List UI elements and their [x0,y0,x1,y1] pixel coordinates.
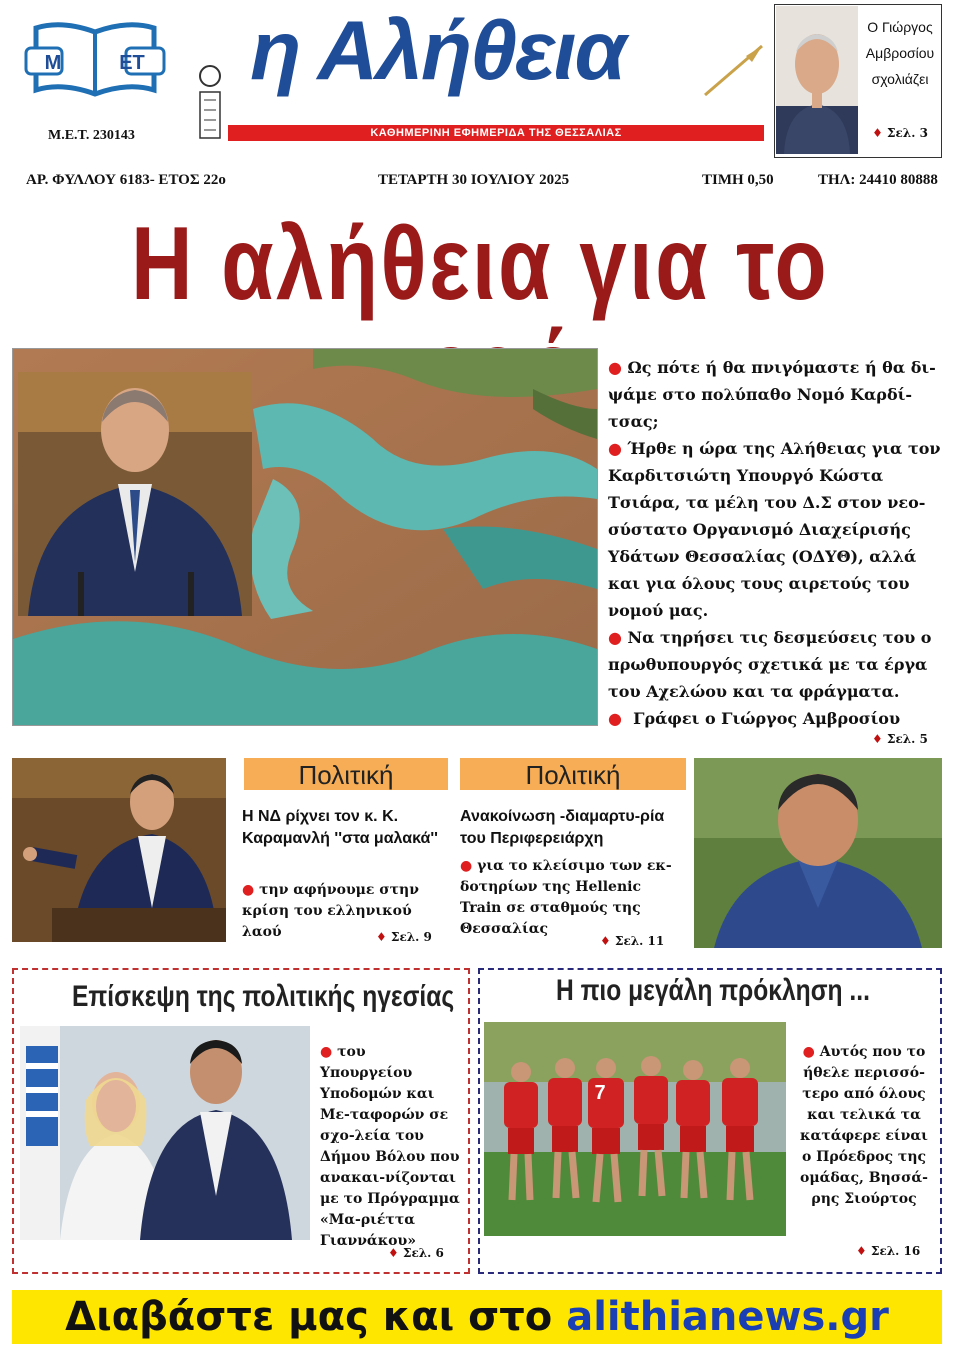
issue-number: ΑΡ. ΦΥΛΛΟΥ 6183- ΕΤΟΣ 22ο [26,172,226,188]
met-logo-letter-right: ΕΤ [119,52,145,74]
politics1-page-ref[interactable] [376,930,432,944]
main-story-paragraph [608,705,942,732]
columnist-line-3: σχολιάζει [871,71,929,87]
phone-number: ΤΗΛ: 24410 80888 [818,172,938,188]
politics1-page-label: Σελ. 9 [390,930,432,944]
footer-text [12,1290,942,1344]
columnist-name [862,14,938,92]
ministry-visit-photo [20,1026,310,1240]
politics2-text [460,856,686,940]
bullet-icon: ● [802,1044,815,1060]
visit-page-label: Σελ. 6 [402,1246,444,1260]
main-story-paragraph [608,435,942,624]
challenge-page-label: Σελ. 16 [870,1244,921,1258]
politician-speaking-photo [12,758,226,942]
footer-website-link[interactable]: alithianews.gr [566,1294,889,1340]
visit-story-title[interactable]: Επίσκεψη της πολιτικής ηγεσίας [72,980,455,1013]
diamond-icon: ♦ [856,1244,867,1258]
football-team-photo [484,1022,786,1236]
columnist-page-ref[interactable] [862,126,938,140]
challenge-story-title[interactable]: Η πιο μεγάλη πρόκληση ... [556,974,870,1007]
bullet-icon: ● [320,1044,333,1060]
bullet-icon: ● [608,709,622,728]
section-label-politics: Πολιτική [460,758,686,790]
columnist-line-1: Ο Γιώργος [867,19,933,35]
columnist-photo [776,6,858,154]
challenge-story-text-body: Αυτός που το ήθελε περισσό-τερο από όλους και τελικά τα κατάφερε είναι ο Πρόεδρος της ομάδας, Βησσά-ρης Σιούρτος [800,1044,928,1207]
issue-price: ΤΙΜΗ 0,50 [702,172,774,188]
bullet-icon: ● [460,858,473,874]
bullet-icon: ● [608,628,622,647]
bullet-icon: ● [608,358,622,377]
footer-label: Διαβάστε μας και στο [65,1294,567,1340]
main-story-p2: Ήρθε η ώρα της Αλήθειας για τον Καρδιτσιώτη Υπουργό Κώστα Τσιάρα, τα μέλη του Δ.Σ στον νεο-σύστατο Οργανισμό Διαχείρισής Υδάτων Θεσσαλίας (ΟΔΥΘ), αλλά και για όλους τους αιρετούς του νομού μας. [608,439,941,620]
columnist-line-2: Αμβροσίου [865,45,935,61]
challenge-story-text [794,1042,934,1210]
newspaper-brand: η Αλήθεια [250,3,625,97]
main-story-page-label: Σελ. 5 [886,732,928,746]
minister-photo [18,372,252,616]
main-headline[interactable]: Η αλήθεια για το [131,206,829,322]
politics2-text-body: για το κλείσιμο των εκ-δοτηρίων της Hellenic Train σε σταθμούς της Θεσσαλίας [460,858,672,937]
main-story-p1: Ως πότε ή θα πνιγόμαστε ή θα δι-ψάμε στο πολύπαθο Νομό Καρδί-τσας; [608,358,936,431]
main-story-text[interactable] [608,354,942,732]
visit-story-text-body: του Υπουργείου Υποδομών και Με-ταφορών σε σχο-λεία του Δήμου Βόλου που ανακαι-νίζονται με το Πρόγραμμα «Μα-ριέττα Γιαννάκου» [320,1044,460,1249]
diamond-icon: ♦ [376,930,387,944]
jersey-number: 7 [594,1082,606,1104]
quill-icon [700,40,770,100]
bullet-icon: ● [242,882,255,898]
diamond-icon: ♦ [872,126,883,140]
regional-governor-photo [694,758,942,948]
section-label-politics: Πολιτική [244,758,448,790]
visit-story-text [320,1042,460,1252]
politics1-text-body: την αφήνουμε στην κρίση του ελληνικού λαού [242,882,419,940]
main-story-p3: Να τηρήσει τις δεσμεύσεις του ο πρωθυπουργός σχετικά με τα έργα του Αχελώου και τα φράγματα. [608,628,932,701]
brand-subtitle: ΚΑΘΗΜΕΡΙΝΗ ΕΦΗΜΕΡΙΔΑ ΤΗΣ ΘΕΣΣΑΛΙΑΣ [370,127,622,139]
politics2-page-label: Σελ. 11 [614,934,665,948]
main-story-author: Γράφει ο Γιώργος Αμβροσίου [633,709,901,728]
politics2-page-ref[interactable] [600,934,664,948]
diamond-icon: ♦ [872,732,883,746]
met-code: Μ.Ε.Τ. 230143 [48,128,135,143]
main-story-page-ref[interactable] [872,732,928,746]
challenge-page-ref[interactable] [856,1244,920,1258]
certification-seal-icon [196,62,224,142]
main-story-paragraph [608,354,942,435]
columnist-page-label: Σελ. 3 [887,126,928,140]
visit-page-ref[interactable] [388,1246,444,1260]
issue-date: ΤΕΤΑΡΤΗ 30 ΙΟΥΛΙΟΥ 2025 [378,172,570,188]
politics2-title[interactable]: Ανακοίνωση -διαμαρτυ-ρία του Περιφερειάρχη [460,808,665,847]
main-story-paragraph [608,624,942,705]
diamond-icon: ♦ [388,1246,399,1260]
diamond-icon: ♦ [600,934,611,948]
politics1-title[interactable]: Η ΝΔ ρίχνει τον κ. Κ. Καραμανλή ''στα μαλακά'' [242,808,438,847]
met-logo-letter-left: Μ [44,52,62,74]
bullet-icon: ● [608,439,622,458]
